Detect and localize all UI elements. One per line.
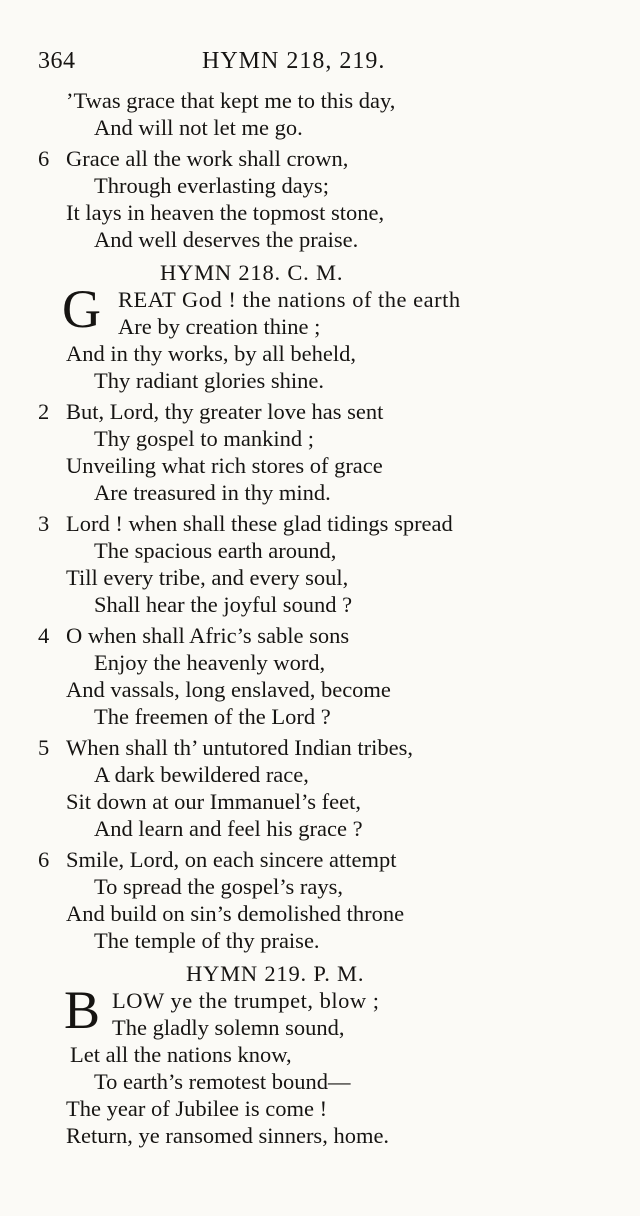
- verse-number: 6: [38, 847, 50, 872]
- page-number: 364: [38, 48, 76, 74]
- verse-line: And build on sin’s demolished throne: [66, 901, 405, 926]
- verse-line: Return, ye ransomed sinners, home.: [66, 1123, 390, 1148]
- verse-line: And in thy works, by all beheld,: [66, 341, 356, 366]
- verse-number: 5: [38, 735, 50, 760]
- verse-line: Till every tribe, and every soul,: [66, 565, 349, 590]
- hymn-218-title: HYMN 218. C. M.: [160, 260, 344, 285]
- verse-line: The temple of thy praise.: [94, 928, 320, 953]
- verse-line: And learn and feel his grace ?: [94, 816, 363, 841]
- verse-line: And will not let me go.: [94, 115, 303, 140]
- verse-line: The gladly solemn sound,: [112, 1015, 345, 1040]
- verse-line: The spacious earth around,: [94, 538, 337, 563]
- verse-line: Are by creation thine ;: [118, 314, 321, 339]
- drop-cap: B: [64, 980, 101, 1040]
- verse-number: 2: [38, 399, 50, 424]
- verse-line: ’Twas grace that kept me to this day,: [66, 88, 396, 113]
- verse-line: Are treasured in thy mind.: [94, 480, 331, 505]
- verse-line: Shall hear the joyful sound ?: [94, 592, 353, 617]
- verse-number: 4: [38, 623, 50, 648]
- running-title: HYMN 218, 219.: [202, 48, 386, 74]
- verse-line: LOW ye the trumpet, blow ;: [112, 988, 380, 1013]
- hymn-219-title: HYMN 219. P. M.: [186, 961, 365, 986]
- verse-line: Enjoy the heavenly word,: [94, 650, 326, 675]
- verse-line: And vassals, long enslaved, become: [66, 677, 391, 702]
- verse-number: 6: [38, 146, 50, 171]
- verse-line: Thy gospel to mankind ;: [94, 426, 314, 451]
- verse-line: But, Lord, thy greater love has sent: [66, 399, 384, 424]
- verse-line: Unveiling what rich stores of grace: [66, 453, 383, 478]
- verse-line: The year of Jubilee is come !: [66, 1096, 328, 1121]
- verse-line: It lays in heaven the topmost stone,: [66, 200, 385, 225]
- verse-number: 3: [38, 511, 50, 536]
- verse-line: To earth’s remotest bound—: [94, 1069, 351, 1094]
- verse-line: To spread the gospel’s rays,: [94, 874, 343, 899]
- verse-line: Sit down at our Immanuel’s feet,: [66, 789, 361, 814]
- verse-line: REAT God ! the nations of the earth: [118, 287, 461, 312]
- verse-line: Through everlasting days;: [94, 173, 329, 198]
- verse-line: Grace all the work shall crown,: [66, 146, 349, 171]
- verse-line: Let all the nations know,: [70, 1042, 292, 1067]
- verse-line: Smile, Lord, on each sincere attempt: [66, 847, 397, 872]
- verse-line: O when shall Afric’s sable sons: [66, 623, 350, 648]
- verse-line: When shall th’ untutored Indian tribes,: [66, 735, 413, 760]
- verse-line: And well deserves the praise.: [94, 227, 359, 252]
- page-header: [38, 48, 620, 78]
- verse-line: The freemen of the Lord ?: [94, 704, 331, 729]
- verse-line: A dark bewildered race,: [94, 762, 309, 787]
- verse-line: Thy radiant glories shine.: [94, 368, 324, 393]
- drop-cap: G: [62, 279, 101, 339]
- verse-line: Lord ! when shall these glad tidings spread: [66, 511, 453, 536]
